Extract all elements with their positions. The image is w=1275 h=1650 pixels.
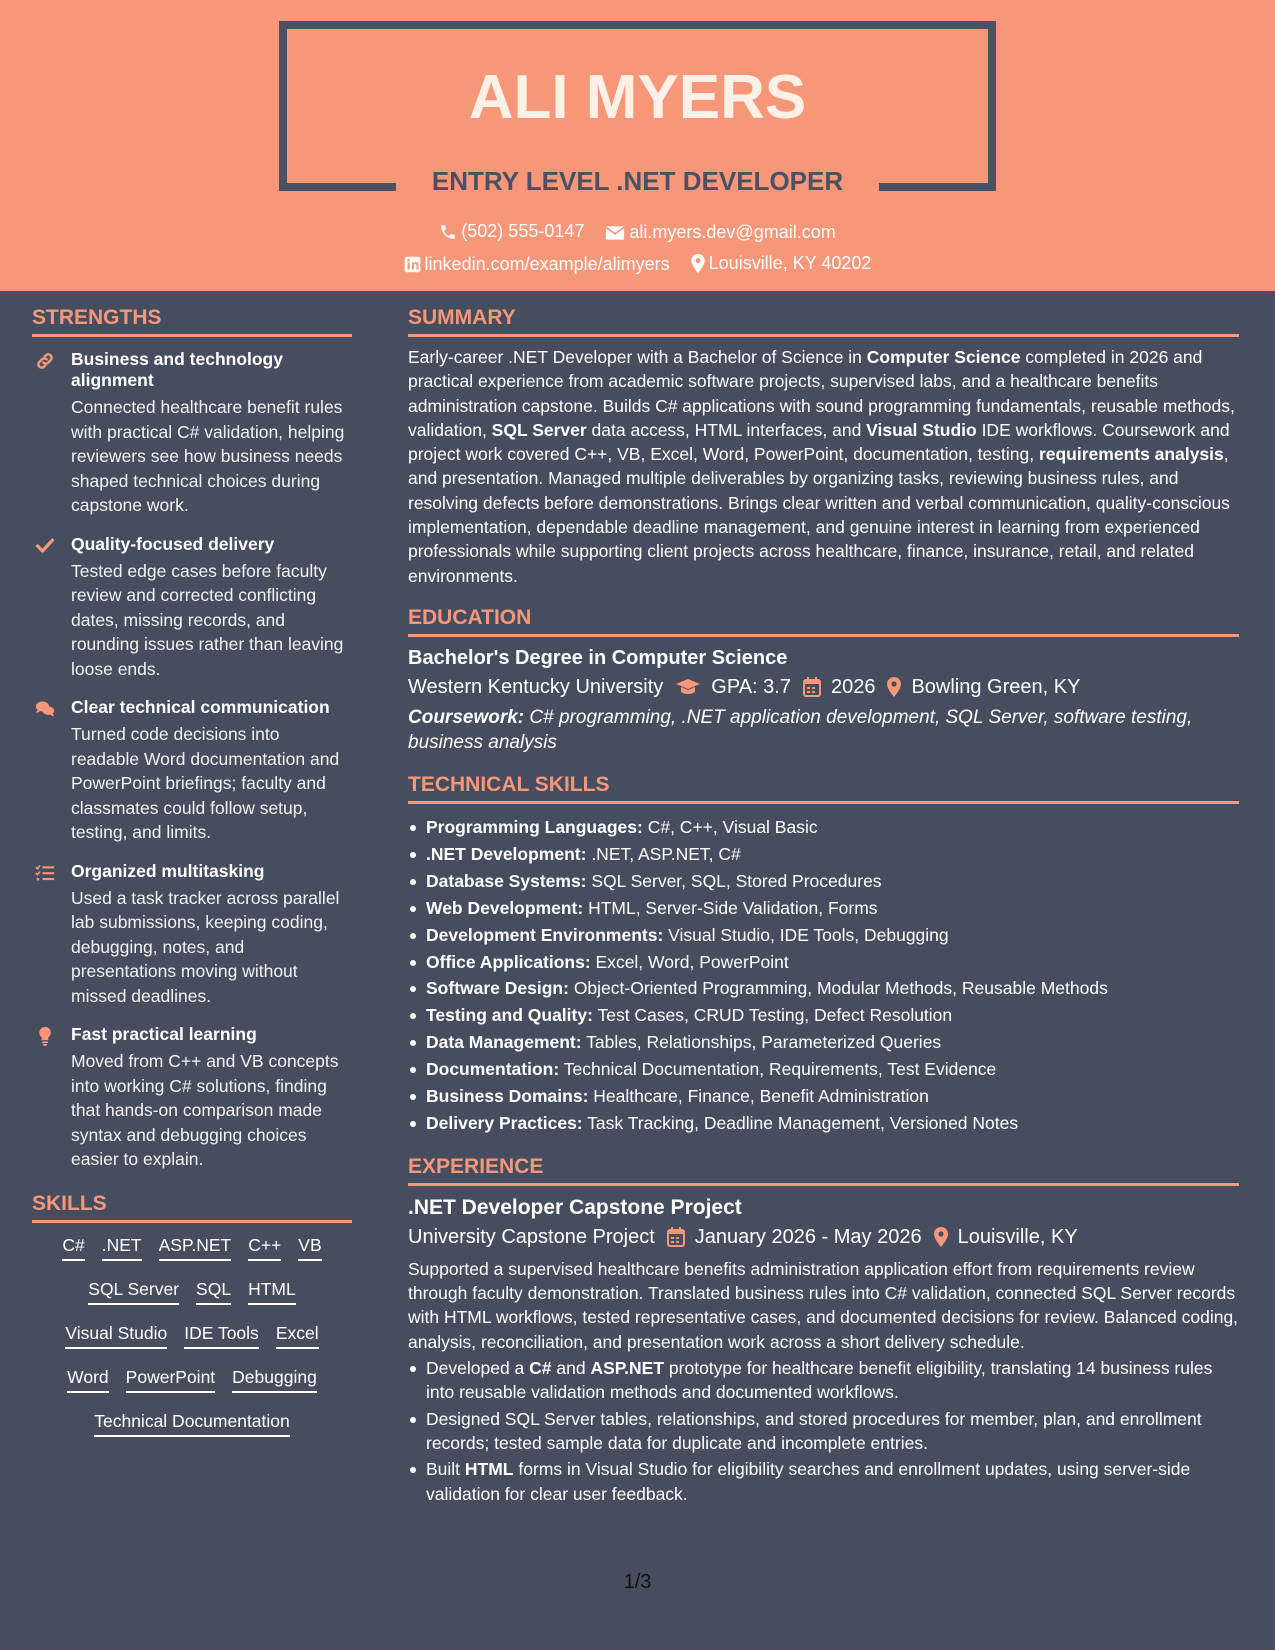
summary-part: IDE workflows. Coursework and project work covered C++, VB, Excel, Word, PowerPoint, documentation, testing, bbox=[408, 419, 1230, 465]
link-icon bbox=[34, 351, 56, 371]
coursework-text: C# programming, .NET application development, SQL Server, software testing, business analysis bbox=[408, 706, 1193, 753]
strength-desc: Connected healthcare benefit rules with practical C# validation, helping reviewers see how business needs shaped technical choices during capstone work. bbox=[71, 397, 345, 515]
map-marker-icon bbox=[887, 677, 901, 697]
skill-label: .NET Development: bbox=[426, 843, 587, 864]
summary-part: Early-career .NET Developer with a Bachelor of Science in bbox=[408, 347, 867, 367]
skill-label: Office Applications: bbox=[426, 951, 591, 972]
skill-value: Technical Documentation, Requirements, Test Evidence bbox=[559, 1059, 997, 1080]
list-item bbox=[408, 975, 1239, 1002]
job-title-header: ENTRY LEVEL .NET DEVELOPER bbox=[431, 166, 844, 196]
linkedin-contact[interactable] bbox=[404, 254, 670, 275]
email-text[interactable]: ali.myers.dev@gmail.com bbox=[629, 222, 836, 242]
location-text: Louisville, KY 40202 bbox=[708, 253, 872, 273]
gpa-text: GPA: 3.7 bbox=[711, 675, 791, 698]
summary-part: , and presentation. Managed multiple deliverables by organizing tasks, reviewing business rules, and resolving defects before demonstrations. Brings clear written and verbal communication, quality-conscious implementation, dependable deadline management, and genuine interest in learning from experienced professionals while supporting client projects across healthcare, finance, insurance, retail, and related environments. bbox=[408, 444, 1230, 586]
skill-tag: Visual Studio bbox=[65, 1323, 167, 1349]
skill-value: Test Cases, CRUD Testing, Defect Resolution bbox=[592, 1005, 953, 1026]
skill-value: Healthcare, Finance, Benefit Administration bbox=[588, 1086, 929, 1107]
summary-bold: SQL Server bbox=[491, 419, 587, 440]
experience-section bbox=[408, 1155, 1239, 1506]
skill-row bbox=[32, 1279, 352, 1305]
skill-label: Documentation: bbox=[426, 1059, 560, 1080]
lightbulb-icon bbox=[34, 1026, 56, 1046]
list-item bbox=[408, 1457, 1239, 1506]
bullet-text: and bbox=[551, 1358, 591, 1379]
strength-desc: Moved from C++ and VB concepts into working C# solutions, finding that hands-on comparison made syntax and debugging choices easier to explain. bbox=[71, 1051, 339, 1169]
skill-row bbox=[32, 1323, 352, 1349]
skill-value: Visual Studio, IDE Tools, Debugging bbox=[663, 924, 949, 945]
skill-label: Delivery Practices: bbox=[426, 1112, 583, 1133]
skill-row bbox=[32, 1367, 352, 1393]
bullet-text: forms in Visual Studio for eligibility searches and enrollment updates, using server-side validation for clear user feedback. bbox=[426, 1459, 1191, 1504]
strength-desc: Turned code decisions into readable Word documentation and PowerPoint briefings; faculty and classmates could follow setup, testing, and limits. bbox=[71, 724, 340, 842]
summary-text bbox=[408, 345, 1239, 588]
phone-text: (502) 555-0147 bbox=[461, 221, 585, 241]
resume-header bbox=[0, 0, 1275, 291]
location-contact bbox=[691, 253, 872, 274]
envelope-icon bbox=[605, 225, 625, 241]
skill-tag: SQL bbox=[196, 1279, 231, 1305]
bullet-text: prototype for healthcare benefit eligibility, translating 14 business rules into reusable validation methods and documented workflows. bbox=[426, 1358, 1213, 1403]
summary-part: data access, HTML interfaces, and bbox=[586, 419, 867, 440]
coursework-label: Coursework: bbox=[408, 706, 525, 728]
job-location-text: Louisville, KY bbox=[957, 1225, 1078, 1248]
year-text: 2026 bbox=[830, 675, 876, 698]
strength-title: Organized multitasking bbox=[71, 860, 265, 881]
phone-contact bbox=[439, 221, 584, 242]
list-item bbox=[408, 1110, 1239, 1137]
linkedin-text[interactable]: linkedin.com/example/alimyers bbox=[424, 254, 670, 274]
job-dates bbox=[667, 1226, 922, 1249]
skill-tag: SQL Server bbox=[88, 1279, 179, 1305]
skill-label: Testing and Quality: bbox=[426, 1005, 593, 1026]
skill-tag: PowerPoint bbox=[126, 1367, 216, 1393]
job-summary: Supported a supervised healthcare benefits administration application effort from requirements review through faculty demonstration. Translated business rules into C# validation, connected SQL Server records with HTML workflows, tested representative cases, and documented decisions for review. Balanced coding, analysis, reconciliation, and presentation work across a short delivery schedule. bbox=[408, 1258, 1239, 1352]
bullet-text: Developed a bbox=[426, 1358, 530, 1379]
summary-bold: Visual Studio bbox=[866, 419, 977, 440]
bullet-text: Designed SQL Server tables, relationships, and stored procedures for member, plan, and enrollment records; tested sample data for duplicate and incomplete entries. bbox=[426, 1408, 1202, 1453]
degree-title: Bachelor's Degree in Computer Science bbox=[408, 646, 788, 669]
strength-item bbox=[32, 349, 352, 518]
list-item bbox=[408, 922, 1239, 949]
education-meta bbox=[408, 676, 1239, 699]
skill-tag: Word bbox=[67, 1367, 109, 1393]
strength-item bbox=[32, 1024, 352, 1172]
experience-bullets bbox=[408, 1356, 1239, 1506]
skills-section bbox=[32, 1192, 352, 1437]
list-item bbox=[408, 1356, 1239, 1405]
skill-tag: C# bbox=[62, 1235, 84, 1261]
calendar-icon bbox=[667, 1227, 685, 1247]
bullet-bold: HTML bbox=[464, 1459, 514, 1480]
edu-location bbox=[887, 676, 1080, 699]
skill-tag: ASP.NET bbox=[159, 1235, 232, 1261]
education-section bbox=[408, 606, 1239, 755]
technical-skills-heading: TECHNICAL SKILLS bbox=[408, 773, 1239, 804]
bullet-bold: C# bbox=[529, 1358, 552, 1379]
edu-location-text: Bowling Green, KY bbox=[911, 675, 1081, 698]
skill-label: Data Management: bbox=[426, 1032, 582, 1053]
summary-section bbox=[408, 306, 1239, 588]
education-heading: EDUCATION bbox=[408, 606, 1239, 637]
skill-tag: Excel bbox=[276, 1323, 319, 1349]
list-item bbox=[408, 1029, 1239, 1056]
job-meta bbox=[408, 1226, 1239, 1249]
page-number: 1/3 bbox=[623, 1571, 652, 1593]
summary-bold: requirements analysis bbox=[1038, 444, 1224, 465]
skill-tag: Technical Documentation bbox=[94, 1411, 290, 1437]
bullet-bold: ASP.NET bbox=[590, 1358, 665, 1379]
skill-label: Business Domains: bbox=[426, 1086, 589, 1107]
right-column bbox=[408, 306, 1239, 1524]
email-contact[interactable] bbox=[605, 222, 835, 243]
strength-title: Quality-focused delivery bbox=[71, 533, 275, 554]
left-column bbox=[32, 306, 352, 1455]
list-item bbox=[408, 1002, 1239, 1029]
experience-heading: EXPERIENCE bbox=[408, 1155, 1239, 1186]
skill-tags bbox=[32, 1235, 352, 1437]
calendar-icon bbox=[803, 677, 821, 697]
list-item bbox=[408, 1056, 1239, 1083]
skill-label: Programming Languages: bbox=[426, 816, 643, 837]
coursework bbox=[408, 705, 1239, 755]
skill-value: .NET, ASP.NET, C# bbox=[586, 843, 741, 864]
job-location bbox=[934, 1226, 1078, 1249]
skill-tag: C++ bbox=[248, 1235, 281, 1261]
strength-desc: Tested edge cases before faculty review and corrected conflicting dates, missing records, and rounding issues rather than leaving loose ends. bbox=[71, 560, 344, 679]
skill-value: HTML, Server-Side Validation, Forms bbox=[583, 897, 878, 918]
linkedin-icon bbox=[404, 256, 421, 273]
skill-label: Web Development: bbox=[426, 897, 584, 918]
skill-value: SQL Server, SQL, Stored Procedures bbox=[586, 870, 882, 891]
skill-tag: .NET bbox=[102, 1235, 142, 1261]
school-name: Western Kentucky University bbox=[408, 675, 664, 698]
skill-tag: IDE Tools bbox=[184, 1323, 259, 1349]
skill-row bbox=[32, 1235, 352, 1261]
strength-title: Clear technical communication bbox=[71, 697, 330, 717]
list-item bbox=[408, 949, 1239, 976]
summary-bold: Computer Science bbox=[866, 347, 1021, 367]
summary-heading: SUMMARY bbox=[408, 306, 1239, 337]
skill-tag: VB bbox=[298, 1235, 321, 1261]
gpa bbox=[675, 676, 791, 699]
phone-icon bbox=[439, 223, 457, 241]
skill-label: Database Systems: bbox=[426, 870, 587, 891]
strength-item bbox=[32, 534, 352, 682]
skill-value: Object-Oriented Programming, Modular Methods, Reusable Methods bbox=[568, 978, 1108, 999]
summary-part: completed in 2026 and practical experience from academic software projects, supervised labs, and a healthcare benefits administration capstone. Builds C# applications with sound programming fundamentals, reusable methods, validation, bbox=[408, 347, 1235, 440]
strength-desc: Used a task tracker across parallel lab submissions, keeping coding, debugging, notes, and presentations moving without missed deadlines. bbox=[71, 887, 340, 1006]
list-item bbox=[408, 841, 1239, 868]
technical-skills-list bbox=[408, 814, 1239, 1137]
job-title: .NET Developer Capstone Project bbox=[408, 1195, 742, 1219]
map-marker-icon bbox=[934, 1227, 948, 1247]
strength-title: Fast practical learning bbox=[71, 1024, 257, 1044]
skills-heading: SKILLS bbox=[32, 1192, 352, 1223]
technical-skills-section bbox=[408, 773, 1239, 1137]
graduation-cap-icon bbox=[675, 678, 701, 696]
contact-row-2 bbox=[0, 253, 1275, 278]
strength-title: Business and technology alignment bbox=[71, 349, 283, 390]
skill-label: Development Environments: bbox=[426, 924, 664, 945]
list-item bbox=[408, 814, 1239, 841]
contact-row-1 bbox=[0, 221, 1275, 246]
skill-row bbox=[32, 1411, 352, 1437]
skill-value: C#, C++, Visual Basic bbox=[642, 816, 818, 837]
grad-year bbox=[803, 676, 876, 699]
map-marker-icon bbox=[691, 254, 705, 273]
job-org: University Capstone Project bbox=[408, 1225, 655, 1248]
strength-item bbox=[32, 697, 352, 845]
skill-value: Excel, Word, PowerPoint bbox=[590, 951, 789, 972]
bullet-text: Built bbox=[426, 1459, 465, 1480]
skill-tag: HTML bbox=[248, 1279, 296, 1305]
skill-tag: Debugging bbox=[232, 1367, 317, 1393]
skill-label: Software Design: bbox=[426, 978, 569, 999]
list-item bbox=[408, 895, 1239, 922]
skill-value: Tables, Relationships, Parameterized Queries bbox=[581, 1032, 942, 1053]
list-item bbox=[408, 1083, 1239, 1110]
job-dates-text: January 2026 - May 2026 bbox=[694, 1225, 922, 1248]
check-icon bbox=[34, 536, 56, 556]
strengths-heading: STRENGTHS bbox=[32, 306, 352, 337]
comments-icon bbox=[34, 699, 56, 719]
list-check-icon bbox=[34, 863, 56, 883]
list-item bbox=[408, 868, 1239, 895]
strengths-list bbox=[32, 349, 352, 1172]
skill-value: Task Tracking, Deadline Management, Versioned Notes bbox=[582, 1112, 1019, 1133]
candidate-name: ALI MYERS bbox=[468, 63, 807, 132]
list-item bbox=[408, 1407, 1239, 1456]
strength-item bbox=[32, 861, 352, 1009]
